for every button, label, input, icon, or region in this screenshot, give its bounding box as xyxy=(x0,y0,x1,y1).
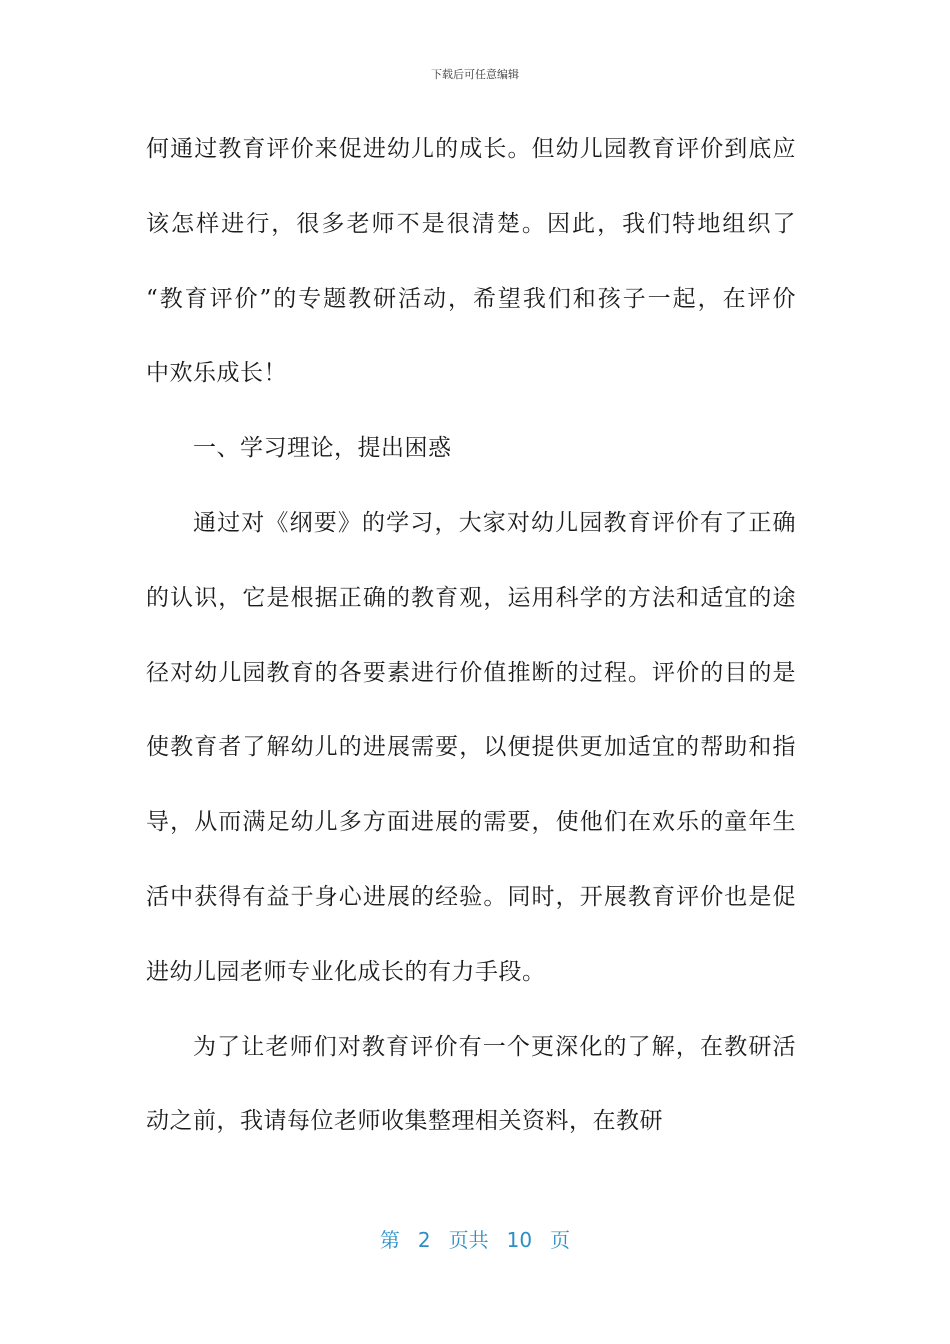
body-line-8: 径对幼儿园教育的各要素进行价值推断的过程。评价的目的是 xyxy=(146,659,796,686)
body-line-9: 使教育者了解幼儿的进展需要，以便提供更加适宜的帮助和指 xyxy=(146,734,796,761)
body-line-7: 的认识，它是根据正确的教育观，运用科学的方法和适宜的途 xyxy=(146,584,796,611)
total-pages: 10 xyxy=(506,1228,533,1252)
body-line-10: 导，从而满足幼儿多方面进展的需要，使他们在欢乐的童年生 xyxy=(146,809,796,836)
body-line-6: 通过对《纲要》的学习，大家对幼儿园教育评价有了正确 xyxy=(193,509,796,536)
page-label-mid: 页共 xyxy=(448,1228,489,1252)
document-body xyxy=(146,112,796,1159)
page-label-suffix: 页 xyxy=(550,1228,571,1252)
body-line-14: 动之前，我请每位老师收集整理相关资料，在教研 xyxy=(146,1108,663,1135)
body-line-3: “教育评价”的专题教研活动，希望我们和孩子一起，在评价 xyxy=(146,285,796,312)
body-line-2: 该怎样进行，很多老师不是很清楚。因此，我们特地组织了 xyxy=(146,210,796,237)
section-heading: 一、学习理论，提出困惑 xyxy=(193,435,452,462)
body-line-13: 为了让老师们对教育评价有一个更深化的了解，在教研活 xyxy=(193,1033,796,1060)
page-footer xyxy=(0,1224,950,1253)
body-line-1: 何通过教育评价来促进幼儿的成长。但幼儿园教育评价到底应 xyxy=(146,136,796,162)
body-line-4: 中欢乐成长！ xyxy=(146,360,287,387)
page-number: 2 xyxy=(417,1228,431,1252)
body-line-12: 进幼儿园老师专业化成长的有力手段。 xyxy=(146,958,546,985)
page-label-prefix: 第 xyxy=(379,1228,400,1252)
page-header: 下载后可任意编辑 xyxy=(431,68,519,81)
body-line-11: 活中获得有益于身心进展的经验。同时，开展教育评价也是促 xyxy=(146,883,796,910)
